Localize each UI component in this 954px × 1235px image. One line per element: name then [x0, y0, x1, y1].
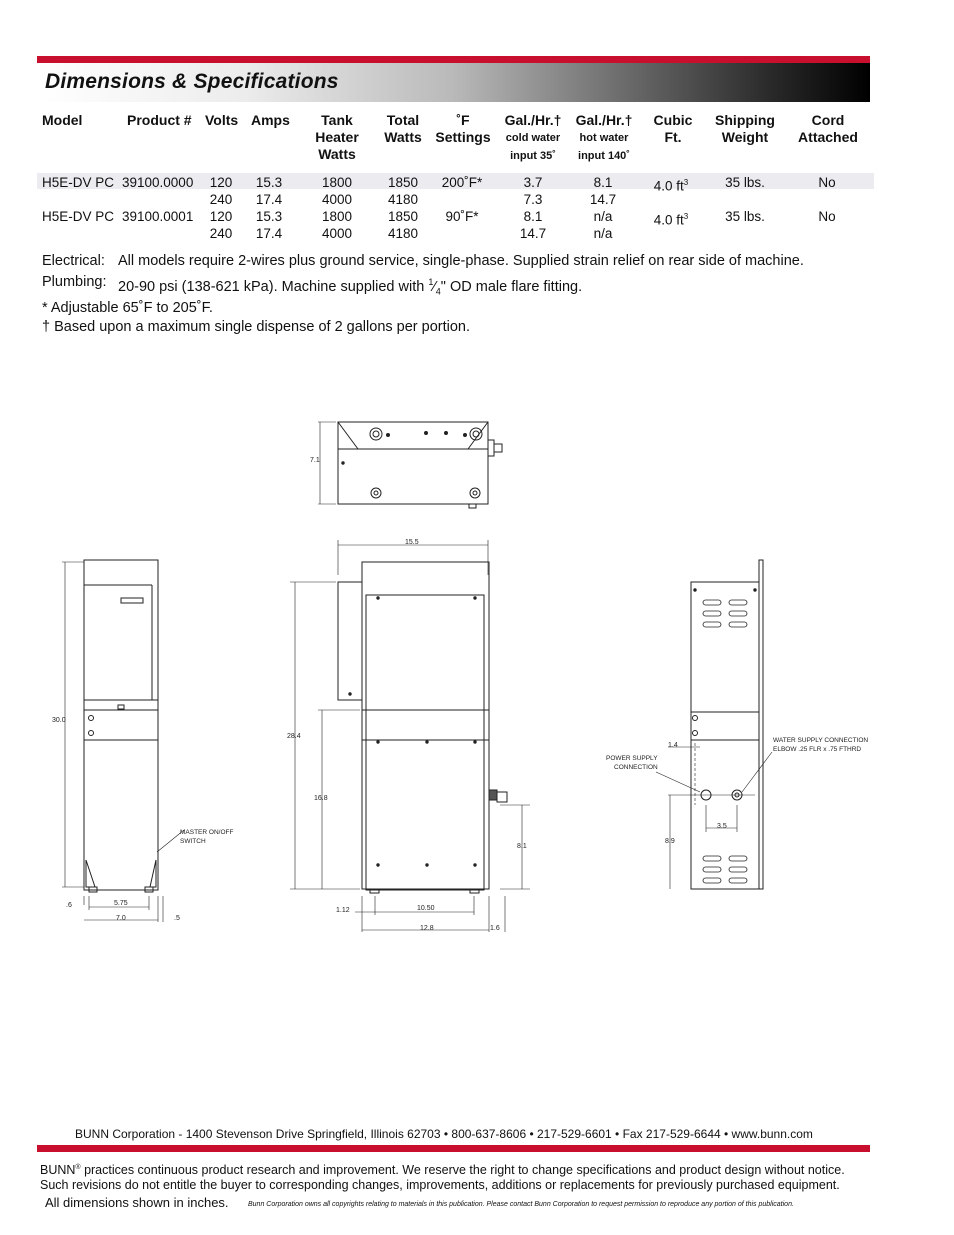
cell-tank: 4000 [321, 192, 353, 207]
col-model: Model [42, 112, 83, 128]
col-cubic: Cubic Ft. [653, 112, 693, 145]
dim-width-top: 15.5 [405, 539, 419, 546]
cell-cord: No [818, 209, 836, 224]
cell-galh: 8.1 [593, 175, 613, 190]
col-f-settings: ˚F Settings [435, 112, 491, 145]
electrical-label: Electrical: [42, 253, 105, 269]
page-title: Dimensions & Specifications [45, 70, 339, 93]
label-power-2: CONNECTION [614, 764, 658, 771]
cell-product: 39100.0001 [122, 209, 194, 224]
col-volts: Volts [205, 112, 239, 128]
cell-volts: 120 [209, 175, 233, 190]
label-water-2: ELBOW .25 FLR x .75 FTHRD [773, 746, 862, 753]
footnote-star: * Adjustable 65˚F to 205˚F. [42, 300, 213, 316]
cell-model: H5E-DV PC [42, 175, 115, 190]
label-master-switch-2: SWITCH [180, 838, 206, 845]
cell-f: 90˚F* [445, 209, 479, 224]
cell-galc: 7.3 [523, 192, 543, 207]
cell-total: 1850 [387, 175, 419, 190]
cell-amps: 17.4 [255, 192, 283, 207]
cell-galh: 14.7 [589, 192, 617, 207]
cell-f: 200˚F* [441, 175, 483, 190]
front-view-drawing [290, 540, 530, 932]
col-shipping: Shipping Weight [715, 112, 775, 145]
electrical-text: All models require 2-wires plus ground service, single-phase. Supplied strain relief on rear side of machine. [118, 253, 804, 269]
dim-rear-a: 1.4 [668, 742, 678, 749]
col-amps: Amps [251, 112, 290, 128]
cell-ship: 35 lbs. [725, 175, 765, 190]
label-power-1: POWER SUPPLY [606, 755, 658, 762]
dim-side-c: 7.0 [116, 915, 126, 922]
top-red-bar [37, 56, 870, 63]
cell-product: 39100.0000 [122, 175, 194, 190]
col-product: Product # [127, 112, 192, 128]
cell-total: 4180 [387, 226, 419, 241]
footer-dims-note: All dimensions shown in inches. [45, 1195, 229, 1210]
cell-ship: 35 lbs. [725, 209, 765, 224]
cell-volts: 240 [209, 192, 233, 207]
top-view-drawing [318, 422, 502, 508]
dim-height-fitting: 8.1 [517, 843, 527, 850]
title-banner [37, 63, 870, 102]
plumbing-text: 20-90 psi (138-621 kPa). Machine supplied with $^1⁄_4$" OD male flare fitting. [118, 277, 583, 297]
cell-total: 1850 [387, 209, 419, 224]
cell-galc: 14.7 [519, 226, 547, 241]
cell-total: 4180 [387, 192, 419, 207]
dim-front-d: 1.6 [490, 925, 500, 932]
cell-galh: n/a [593, 209, 613, 224]
label-master-switch-1: MASTER ON/OFF [180, 829, 234, 836]
col-total: Total Watts [384, 112, 422, 145]
cell-galc: 8.1 [523, 209, 543, 224]
cell-amps: 15.3 [255, 175, 283, 190]
cubic-superscript: 3 [683, 178, 689, 187]
cell-tank: 4000 [321, 226, 353, 241]
dim-front-a: 1.12 [336, 907, 350, 914]
dim-rear-b: 3.5 [717, 823, 727, 830]
plumbing-label: Plumbing: [42, 274, 107, 290]
dim-front-c: 12.8 [420, 925, 434, 932]
cell-tank: 1800 [321, 175, 353, 190]
cell-cord: No [818, 175, 836, 190]
cell-galh: n/a [593, 226, 613, 241]
cell-volts: 240 [209, 226, 233, 241]
dim-front-b: 10.50 [417, 905, 435, 912]
footnote-dagger: † Based upon a maximum single dispense of 2 gallons per portion. [42, 319, 471, 335]
dim-side-b: 5.75 [114, 900, 128, 907]
dim-rear-c: 8.9 [665, 838, 675, 845]
cell-amps: 15.3 [255, 209, 283, 224]
cell-volts: 120 [209, 209, 233, 224]
label-water-1: WATER SUPPLY CONNECTION [773, 737, 869, 744]
side-view-drawing [62, 560, 184, 922]
col-gal-cold: Gal./Hr.† cold water input 35˚ [504, 112, 562, 162]
cell-tank: 1800 [321, 209, 353, 224]
dim-side-d: .5 [174, 915, 180, 922]
dim-height-mid: 16.8 [314, 795, 328, 802]
col-cord: Cord Attached [798, 112, 858, 145]
cell-cubic: 4.0 $ft^3$ [653, 212, 689, 228]
cubic-superscript: 3 [683, 212, 689, 221]
dim-height-front: 28.4 [287, 733, 301, 740]
dimension-drawings [0, 400, 954, 960]
cell-amps: 17.4 [255, 226, 283, 241]
dim-height-total: 30.0 [52, 717, 66, 724]
cell-model: H5E-DV PC [42, 209, 115, 224]
dim-side-a: .6 [66, 902, 72, 909]
col-gal-hot: Gal./Hr.† hot water input 140˚ [575, 112, 633, 162]
footer-address: BUNN Corporation - 1400 Stevenson Drive Springfield, Illinois 62703 • 800-637-8606 • 217-529-6601 • Fax 217-529-6644 • www.bunn.com [75, 1127, 813, 1141]
cell-galc: 3.7 [523, 175, 543, 190]
footer-notice: BUNN® practices continuous product research and improvement. We reserve the right to change specifications and product design without notice. Such revisions do not entitle the buyer to corresponding changes, improvements, additions or replacements for previously purchased equipment. [40, 1163, 845, 1193]
cell-cubic: 4.0 $ft^3$ [653, 178, 689, 194]
bottom-red-bar [37, 1145, 870, 1152]
col-tank-heater: Tank Heater Watts [315, 112, 359, 162]
footer-copyright: Bunn Corporation owns all copyrights relating to materials in this publication. Please contact Bunn Corporation to request permission to reproduce any portion of this publication. [248, 1201, 794, 1208]
dim-top-height: 7.1 [310, 457, 320, 464]
